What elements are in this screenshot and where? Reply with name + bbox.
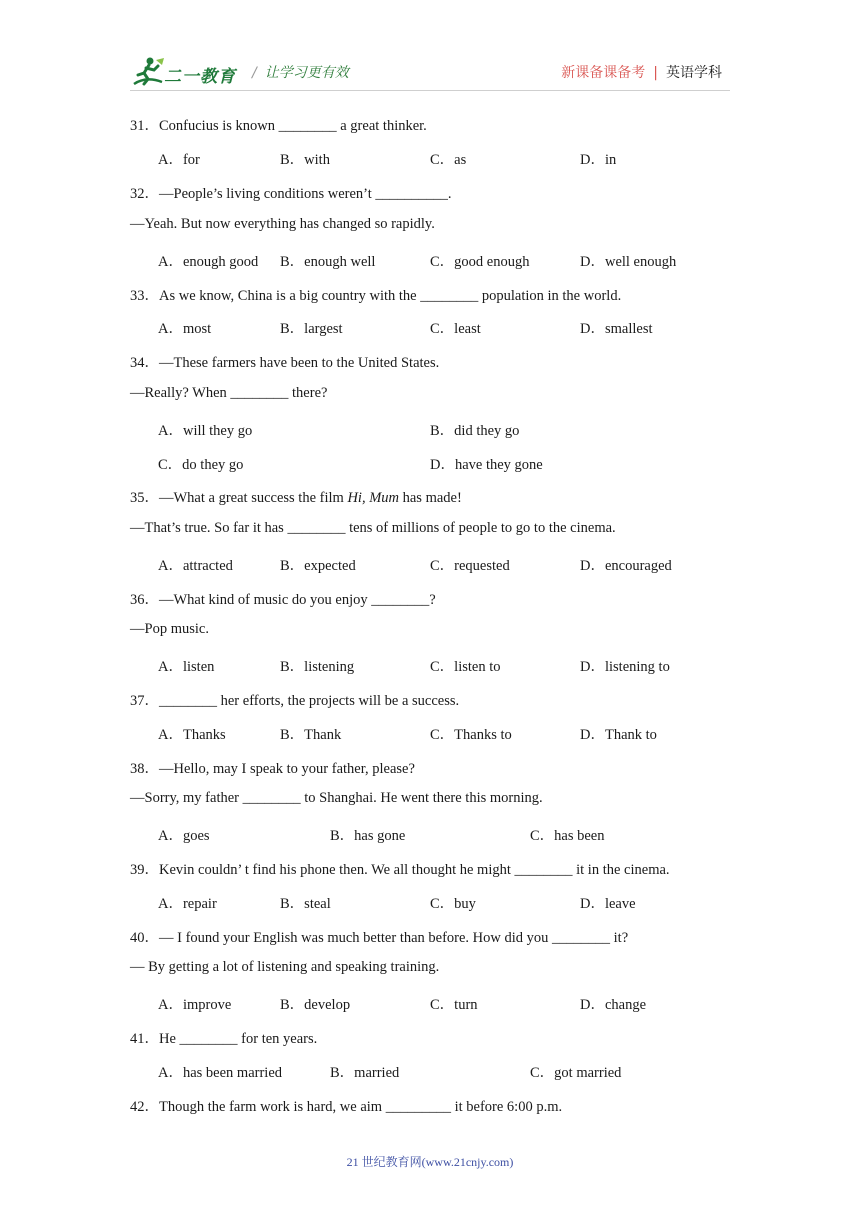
question-36 — [130, 588, 436, 609]
option-b: B．Thank — [280, 727, 342, 743]
question-number: 36． — [130, 592, 159, 608]
question-number: 33． — [130, 288, 159, 304]
option-a: A．Thanks — [158, 727, 226, 743]
option-c: C．turn — [430, 997, 478, 1013]
question-number: 32． — [130, 186, 159, 202]
option-d: D．in — [580, 152, 617, 168]
slogan-text: 让学习更有效 — [264, 65, 349, 81]
question-text: Kevin couldn’ t find his phone then. We all thought he might ________ it in the cinema. — [159, 862, 670, 878]
option-a: A．goes — [158, 828, 210, 844]
option-c: C．least — [430, 321, 481, 337]
option-c: C．do they go — [158, 457, 244, 473]
question-31 — [130, 114, 427, 135]
question-number: 41． — [130, 1031, 159, 1047]
question-text: He ________ for ten years. — [159, 1031, 318, 1047]
option-d: D．encouraged — [580, 558, 672, 574]
option-c: C．listen to — [430, 659, 501, 675]
option-b: B．has gone — [330, 828, 406, 844]
option-c: C．as — [430, 152, 467, 168]
option-d: D．leave — [580, 896, 636, 912]
option-b: B．enough well — [280, 254, 376, 270]
question-41 — [130, 1027, 317, 1048]
question-text: —What kind of music do you enjoy ________? — [159, 592, 436, 608]
question-text: — I found your English was much better than before. How did you ________ it? — [159, 930, 629, 946]
film-title: Hi, Mum — [347, 490, 399, 506]
question-text: Though the farm work is hard, we aim _________ it before 6:00 p.m. — [159, 1099, 563, 1115]
question-40 — [130, 926, 628, 947]
option-b: B．listening — [280, 659, 355, 675]
logo — [132, 56, 242, 92]
question-number: 37． — [130, 693, 159, 709]
option-a: A．will they go — [158, 423, 253, 439]
page-footer: 21 世纪教育网(www.21cnjy.com) — [346, 1155, 514, 1169]
question-text: has made! — [399, 490, 462, 506]
option-c: C．Thanks to — [430, 727, 512, 743]
option-a: A．enough good — [158, 254, 259, 270]
question-number: 42． — [130, 1099, 159, 1115]
question-text: —People’s living conditions weren’t __________. — [159, 186, 452, 202]
option-a: A．has been married — [158, 1065, 283, 1081]
question-text: Confucius is known ________ a great thinker. — [159, 118, 427, 134]
question-32 — [130, 182, 452, 203]
question-42 — [130, 1095, 562, 1116]
option-d: D．change — [580, 997, 647, 1013]
question-number: 35． — [130, 490, 159, 506]
question-text-line2: —Yeah. But now everything has changed so rapidly. — [130, 216, 435, 232]
header-brand — [561, 62, 722, 82]
option-b: B．develop — [280, 997, 351, 1013]
question-text: —These farmers have been to the United States. — [159, 355, 440, 371]
option-a: A．improve — [158, 997, 232, 1013]
option-a: A．for — [158, 152, 200, 168]
question-number: 34． — [130, 355, 159, 371]
option-c: C．requested — [430, 558, 510, 574]
page-header — [0, 0, 860, 100]
question-33 — [130, 284, 621, 305]
question-37 — [130, 689, 459, 710]
option-b: B．did they go — [430, 423, 520, 439]
option-d: D．listening to — [580, 659, 670, 675]
question-number: 39． — [130, 862, 159, 878]
option-d: D．have they gone — [430, 457, 543, 473]
subject-text: 英语学科 — [666, 65, 722, 81]
question-text: —Hello, may I speak to your father, please? — [159, 761, 415, 777]
option-c: C．good enough — [430, 254, 530, 270]
question-text: ________ her efforts, the projects will be a success. — [159, 693, 460, 709]
logo-text: 二一教育 — [164, 67, 236, 87]
question-number: 40． — [130, 930, 159, 946]
slogan: / 让学习更有效 — [252, 65, 349, 81]
option-d: D．smallest — [580, 321, 653, 337]
option-c: C．has been — [530, 828, 605, 844]
question-text-line2: —That’s true. So far it has ________ tens of millions of people to go to the cinema. — [130, 520, 616, 536]
question-text: As we know, China is a big country with the ________ population in the world. — [159, 288, 622, 304]
option-a: A．repair — [158, 896, 217, 912]
question-text-line2: — By getting a lot of listening and speaking training. — [130, 959, 440, 975]
question-number: 38． — [130, 761, 159, 777]
header-separator: | — [653, 65, 658, 81]
question-text-line2: —Pop music. — [130, 621, 209, 637]
question-38 — [130, 757, 415, 778]
brand-text: 新课备课备考 — [561, 65, 646, 81]
question-number: 31． — [130, 118, 159, 134]
option-b: B．with — [280, 152, 330, 168]
option-b: B．married — [330, 1065, 400, 1081]
question-39 — [130, 858, 670, 879]
runner-logo-icon — [132, 56, 166, 88]
option-c: C．got married — [530, 1065, 622, 1081]
option-b: B．expected — [280, 558, 356, 574]
option-a: A．most — [158, 321, 212, 337]
header-divider — [130, 90, 730, 91]
question-text-line2: —Sorry, my father ________ to Shanghai. He went there this morning. — [130, 790, 543, 806]
question-text: —What a great success the film — [159, 490, 348, 506]
option-d: D．well enough — [580, 254, 677, 270]
option-c: C．buy — [430, 896, 476, 912]
option-d: D．Thank to — [580, 727, 657, 743]
option-a: A．attracted — [158, 558, 233, 574]
question-34 — [130, 351, 439, 372]
option-b: B．steal — [280, 896, 331, 912]
question-text-line2: —Really? When ________ there? — [130, 385, 328, 401]
question-35 — [130, 486, 462, 507]
option-a: A．listen — [158, 659, 215, 675]
option-b: B．largest — [280, 321, 343, 337]
